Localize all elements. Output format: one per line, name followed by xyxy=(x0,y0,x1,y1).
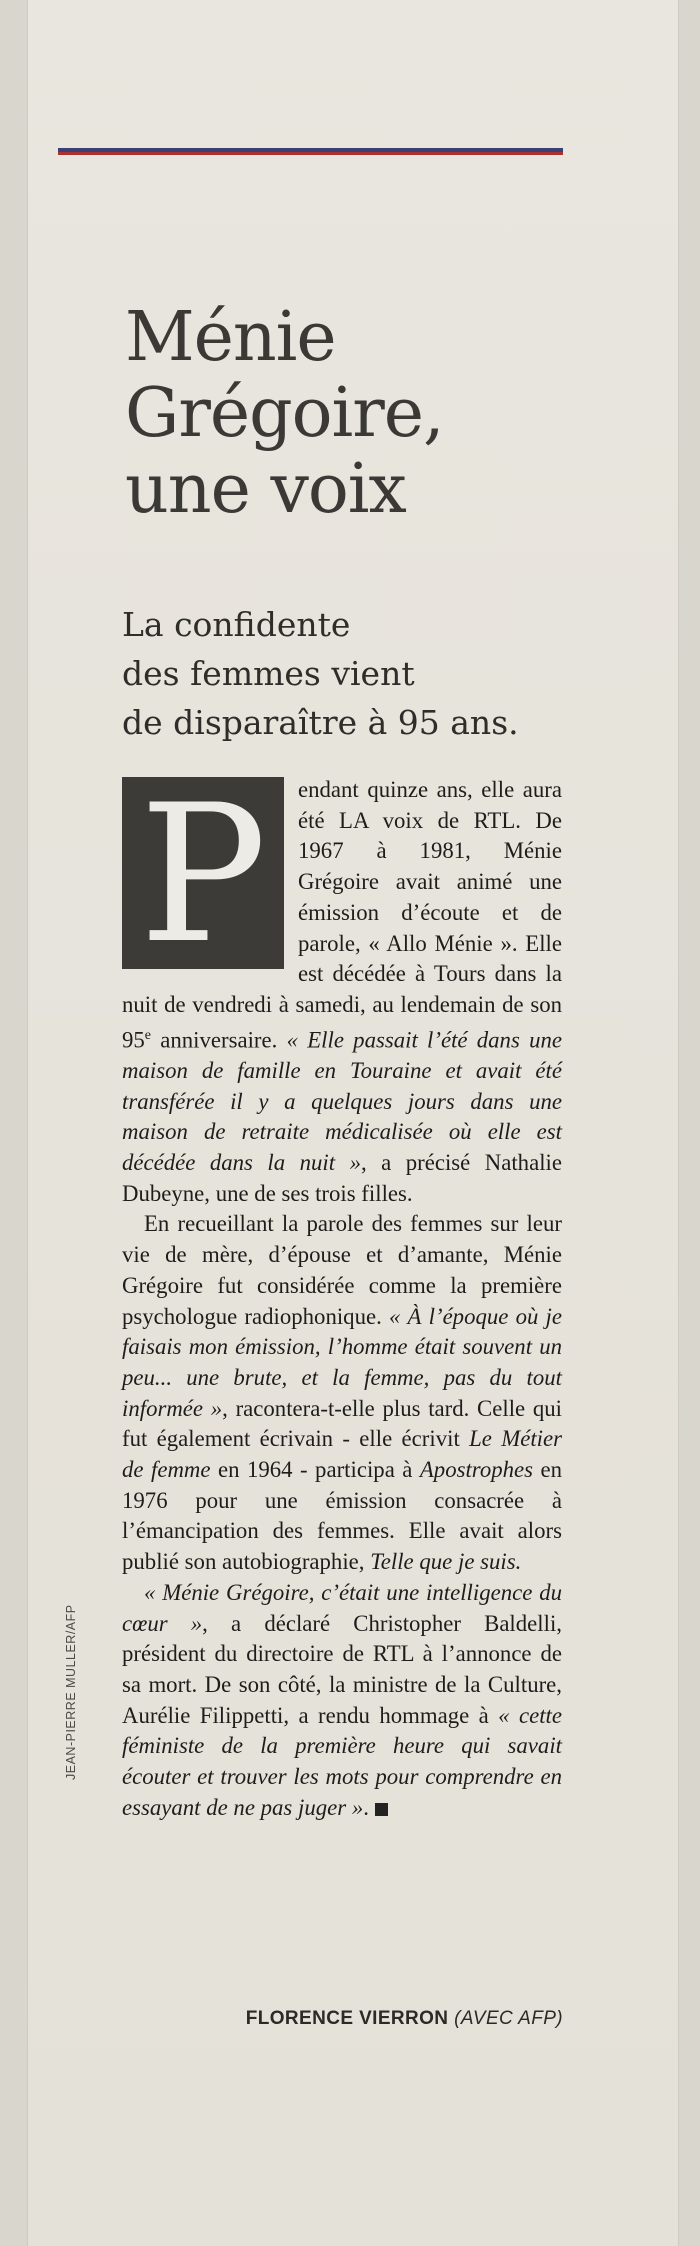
paragraph-3 xyxy=(122,1578,562,1824)
byline xyxy=(208,2008,563,2030)
article-subtitle xyxy=(122,600,582,747)
newspaper-clipping xyxy=(28,0,678,2246)
quote: « Ménie Grégoire, c’était une intelligence du cœur » xyxy=(122,1579,562,1636)
quote: « Elle passait l’été dans une maison de famille en Touraine et avait été transférée il y a quelques jours dans une maison de retraite médicalisée où elle est décédée dans la nuit » xyxy=(122,1027,562,1176)
text-run: endant quinze ans, elle aura été LA voix de RTL. De 1967 à 1981, Ménie Grégoire avait animé une émission d’écoute et de parole, « Allo Ménie ». Elle est décédée à Tours dans la nuit de vendredi à samedi, au lendemain de son 95 xyxy=(122,777,562,1053)
byline-source: (AVEC AFP) xyxy=(454,2008,563,2029)
paragraph-2 xyxy=(122,1209,562,1577)
title-line: Ménie xyxy=(125,298,336,377)
article-title xyxy=(125,300,585,528)
text-run: anniversaire. xyxy=(151,1027,287,1053)
quote: « À l’époque où je faisais mon émission, l’homme était souvent un peu... une brute, et la femme, pas du tout informée » xyxy=(122,1303,562,1421)
text-run: En recueillant la parole des femmes sur leur vie de mère, d’épouse et d’amante, Ménie Grégoire fut considérée comme la première psychologue radiophonique. xyxy=(122,1211,562,1329)
subtitle-line: de disparaître à 95 ans. xyxy=(122,703,519,742)
text-run: en 1976 pour une émission consacrée à l’émancipation des femmes. Elle avait alors publié son autobiographie, xyxy=(122,1457,563,1575)
subtitle-line: La confidente xyxy=(122,605,351,644)
subtitle-line: des femmes vient xyxy=(122,654,415,693)
title-line: Grégoire, xyxy=(125,374,444,453)
text-run: . xyxy=(363,1794,369,1820)
text-run: en 1964 - participa à xyxy=(210,1457,420,1483)
book-title: Le Métier de femme xyxy=(122,1426,563,1483)
text-run: , racontera-t-elle plus tard. Celle qui fut également écrivain - elle écrivit xyxy=(122,1395,562,1452)
drop-cap: P xyxy=(122,777,284,969)
title-line: une voix xyxy=(125,450,406,529)
show-title: Apostrophes xyxy=(419,1457,534,1483)
text-run: , a déclaré Christopher Baldelli, président du directoire de RTL à l’annonce de sa mort. De son côté, la ministre de la Culture, Aurélie Filippetti, a rendu hommage à xyxy=(122,1610,562,1728)
book-title: Telle que je suis. xyxy=(370,1549,522,1575)
text-run: e xyxy=(144,1027,152,1043)
text-run: , a précisé Nathalie Dubeyne, une de ses trois filles. xyxy=(122,1150,562,1206)
paragraph-1 xyxy=(122,764,562,1209)
header-rule-red xyxy=(58,152,563,155)
byline-author: FLORENCE VIERRON xyxy=(245,2008,449,2029)
end-square-icon xyxy=(375,1803,388,1816)
photo-credit: JEAN-PIERRE MULLER/AFP xyxy=(64,1604,78,1780)
article-body xyxy=(122,764,563,1824)
quote: « cette féministe de la première heure qui savait écouter et trouver les mots pour comprendre en essayant de ne pas juger » xyxy=(122,1702,563,1820)
